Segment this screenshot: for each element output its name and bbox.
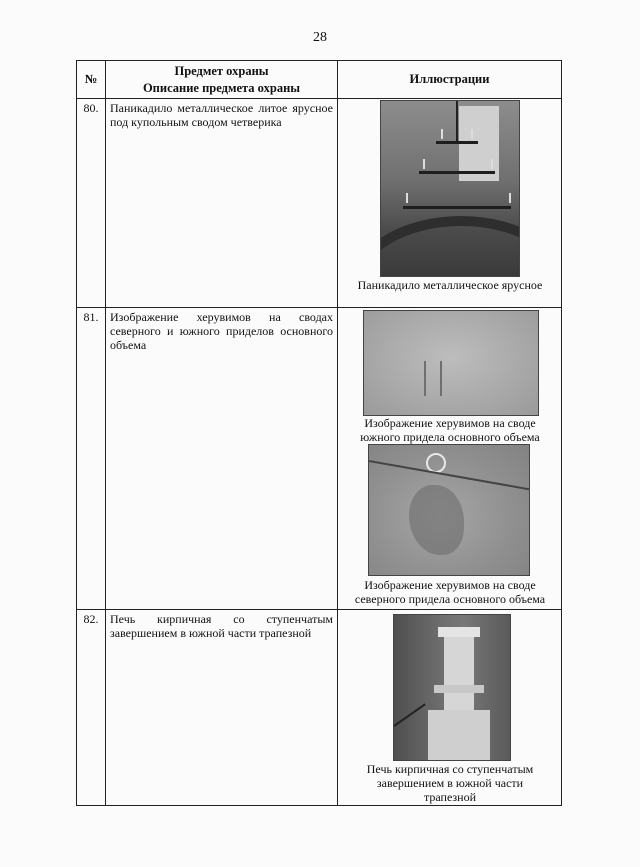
stove-photo [393, 614, 511, 761]
photo-caption: Изображение херувимов на своде северного придела основного объема [354, 578, 546, 606]
row-number: 80. [77, 99, 106, 308]
row-illustrations [338, 99, 562, 308]
table-row [77, 99, 562, 308]
photo-caption: Печь кирпичная со ступенчатым завершением в южной части трапезной [366, 762, 534, 804]
mural-photo-north [368, 444, 530, 576]
row-number: 82. [77, 610, 106, 806]
table-header-row [77, 61, 562, 99]
chandelier-photo [380, 100, 520, 277]
header-subject [106, 61, 338, 99]
page-number: 28 [313, 30, 327, 45]
mural-photo-south [363, 310, 539, 416]
row-description: Паникадило металлическое литое ярусное под купольным сводом четверика [106, 99, 338, 308]
row-illustrations [338, 308, 562, 610]
photo-caption: Паникадило металлическое ярусное [357, 278, 543, 292]
header-subject-title: Предмет охраны [174, 63, 269, 78]
table-row [77, 610, 562, 806]
row-description: Печь кирпичная со ступенчатым завершением в южной части трапезной [106, 610, 338, 806]
row-illustrations [338, 610, 562, 806]
photo-caption: Изображение херувимов на своде южного придела основного объема [360, 416, 540, 444]
table-row [77, 308, 562, 610]
row-description: Изображение херувимов на сводах северного и южного приделов основного объема [106, 308, 338, 610]
heritage-objects-table [76, 60, 562, 806]
row-number: 81. [77, 308, 106, 610]
header-subject-description: Описание предмета охраны [142, 80, 301, 95]
header-number: № [77, 61, 106, 99]
header-illustrations: Иллюстрации [338, 61, 562, 99]
